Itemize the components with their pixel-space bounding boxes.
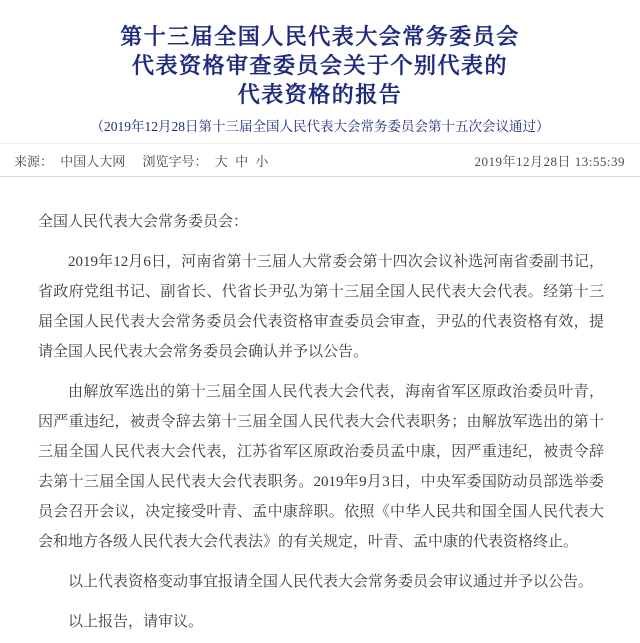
font-size-medium-button[interactable]: 中 <box>235 153 249 169</box>
publish-datetime: 2019年12月28日 13:55:39 <box>474 153 625 169</box>
paragraph: 以上报告，请审议。 <box>68 614 204 630</box>
font-size-large-button[interactable]: 大 <box>214 153 228 169</box>
source-label: 来源： <box>14 153 54 169</box>
title-line-3: 代表资格的报告 <box>237 82 403 107</box>
font-size-small-button[interactable]: 小 <box>255 153 269 169</box>
paragraph: 以上代表资格变动事宜报请全国人民代表大会常务委员会审议通过并予以公告。 <box>68 574 594 590</box>
document-title <box>0 22 640 109</box>
font-size-label: 浏览字号： <box>142 153 208 169</box>
paragraph: 由解放军选出的第十三届全国人民代表大会代表，海南省军区原政治委员叶青，因严重违纪，被责令辞去第十三届全国人民代表大会代表职务；由解放军选出的第十三届全国人民代表大会代表，江苏省军区原政治委员孟中康，因严重违纪，被责令辞去第十三届全国人民代表大会代表职务。2019年9月3日，中央军委国防动员部选举委员会召开会议，决定接受叶青、孟中康辞职。依照《中华人民共和国全国人民代表大会和地方各级人民代表大会代表法》的有关规定，叶青、孟中康的代表资格终止。 <box>38 384 604 550</box>
meta-source-group <box>14 151 272 170</box>
title-line-1: 第十三届全国人民代表大会常务委员会 <box>120 24 520 49</box>
source-name: 中国人大网 <box>60 153 126 169</box>
document-subtitle: （2019年12月28日第十三届全国人民代表大会常务委员会第十五次会议通过） <box>90 119 550 134</box>
meta-bar <box>0 144 640 176</box>
title-line-2: 代表资格审查委员会关于个别代表的 <box>131 53 508 78</box>
document-header <box>0 0 640 136</box>
salutation: 全国人民代表大会常务委员会： <box>38 214 249 230</box>
article-body <box>0 177 640 637</box>
paragraph: 2019年12月6日，河南省第十三届人大常委会第十四次会议补选河南省委副书记，省政府党组书记、副省长、代省长尹弘为第十三届全国人民代表大会代表。经第十三届全国人民代表大会常务委员会代表资格审查委员会审查，尹弘的代表资格有效，提请全国人民代表大会常务委员会确认并予以公告。 <box>38 254 604 360</box>
